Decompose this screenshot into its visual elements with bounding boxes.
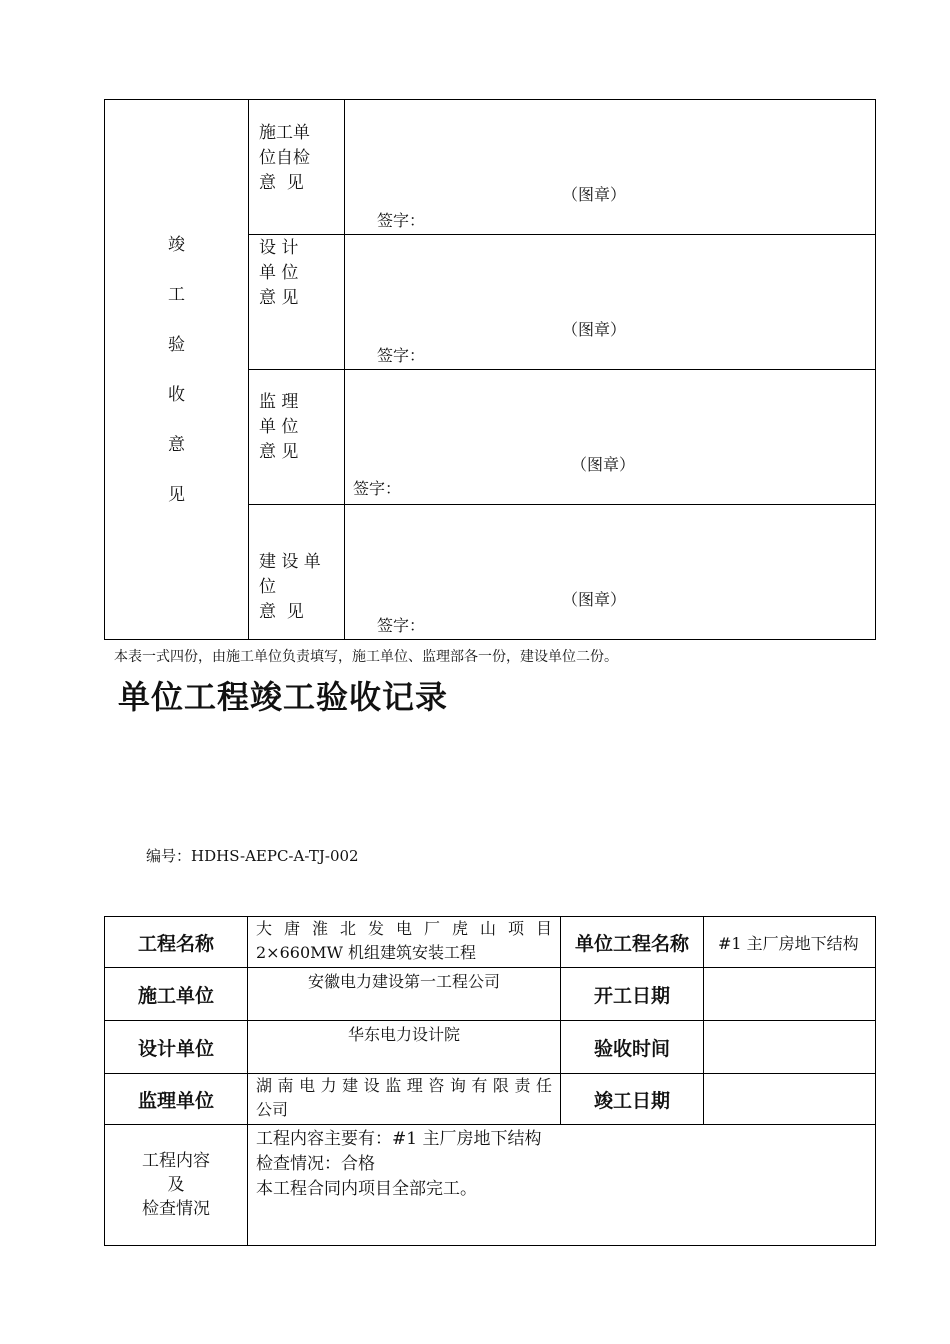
signature-label: 签字： bbox=[377, 346, 426, 365]
supervision-unit-opinion-field[interactable] bbox=[345, 370, 876, 505]
construction-unit-value: 安徽电力建设第一工程公司 bbox=[248, 968, 561, 1021]
design-unit-label: 设 计 单 位 意 见 bbox=[249, 235, 345, 370]
start-date-label: 开工日期 bbox=[561, 968, 704, 1021]
page-title: 单位工程竣工验收记录 bbox=[118, 678, 449, 716]
table-note: 本表一式四份，由施工单位负责填写，施工单位、监理部各一份，建设单位二份。 bbox=[114, 649, 618, 665]
unit-project-name-label: 单位工程名称 bbox=[561, 917, 704, 968]
inspection-time-field[interactable] bbox=[704, 1021, 876, 1074]
acceptance-opinions-table bbox=[104, 99, 876, 640]
owner-unit-label: 建 设 单 位 意 见 bbox=[249, 505, 345, 640]
construction-unit-opinion-field[interactable] bbox=[345, 100, 876, 235]
design-unit-opinion-field[interactable] bbox=[345, 235, 876, 370]
supervision-unit-value: 湖南电力建设监理咨询有限责任 公司 bbox=[248, 1074, 561, 1125]
completion-date-label: 竣工日期 bbox=[561, 1074, 704, 1125]
completion-date-field[interactable] bbox=[704, 1074, 876, 1125]
acceptance-opinion-side-label: 竣 工 验 收 意 见 bbox=[105, 100, 249, 640]
construction-unit-self-check-label: 施工单 位自检 意 见 bbox=[249, 100, 345, 235]
seal-placeholder: （图章） bbox=[562, 320, 627, 339]
design-unit-value: 华东电力设计院 bbox=[248, 1021, 561, 1074]
project-info-table bbox=[104, 916, 876, 1246]
supervision-unit-label: 监 理 单 位 意 见 bbox=[249, 370, 345, 505]
seal-placeholder: （图章） bbox=[571, 455, 636, 474]
signature-label: 签字： bbox=[377, 211, 426, 230]
inspection-time-label: 验收时间 bbox=[561, 1021, 704, 1074]
construction-unit-label: 施工单位 bbox=[105, 968, 248, 1021]
content-and-inspection-label: 工程内容 及 检查情况 bbox=[105, 1125, 248, 1246]
content-and-inspection-value: 工程内容主要有：#1 主厂房地下结构 检查情况：合格 本工程合同内项目全部完工。 bbox=[248, 1125, 876, 1246]
unit-project-name-value: #1 主厂房地下结构 bbox=[704, 917, 876, 968]
signature-label: 签字： bbox=[377, 616, 426, 635]
project-name-value: 大唐淮北发电厂虎山项目 2×660MW 机组建筑安装工程 bbox=[248, 917, 561, 968]
seal-placeholder: （图章） bbox=[562, 185, 627, 204]
project-name-label: 工程名称 bbox=[105, 917, 248, 968]
design-unit-label: 设计单位 bbox=[105, 1021, 248, 1074]
start-date-field[interactable] bbox=[704, 968, 876, 1021]
serial-number: 编号：HDHS-AEPC-A-TJ-002 bbox=[146, 847, 359, 865]
supervision-unit-label: 监理单位 bbox=[105, 1074, 248, 1125]
seal-placeholder: （图章） bbox=[562, 590, 627, 609]
owner-unit-opinion-field[interactable] bbox=[345, 505, 876, 640]
signature-label: 签字： bbox=[353, 479, 402, 498]
